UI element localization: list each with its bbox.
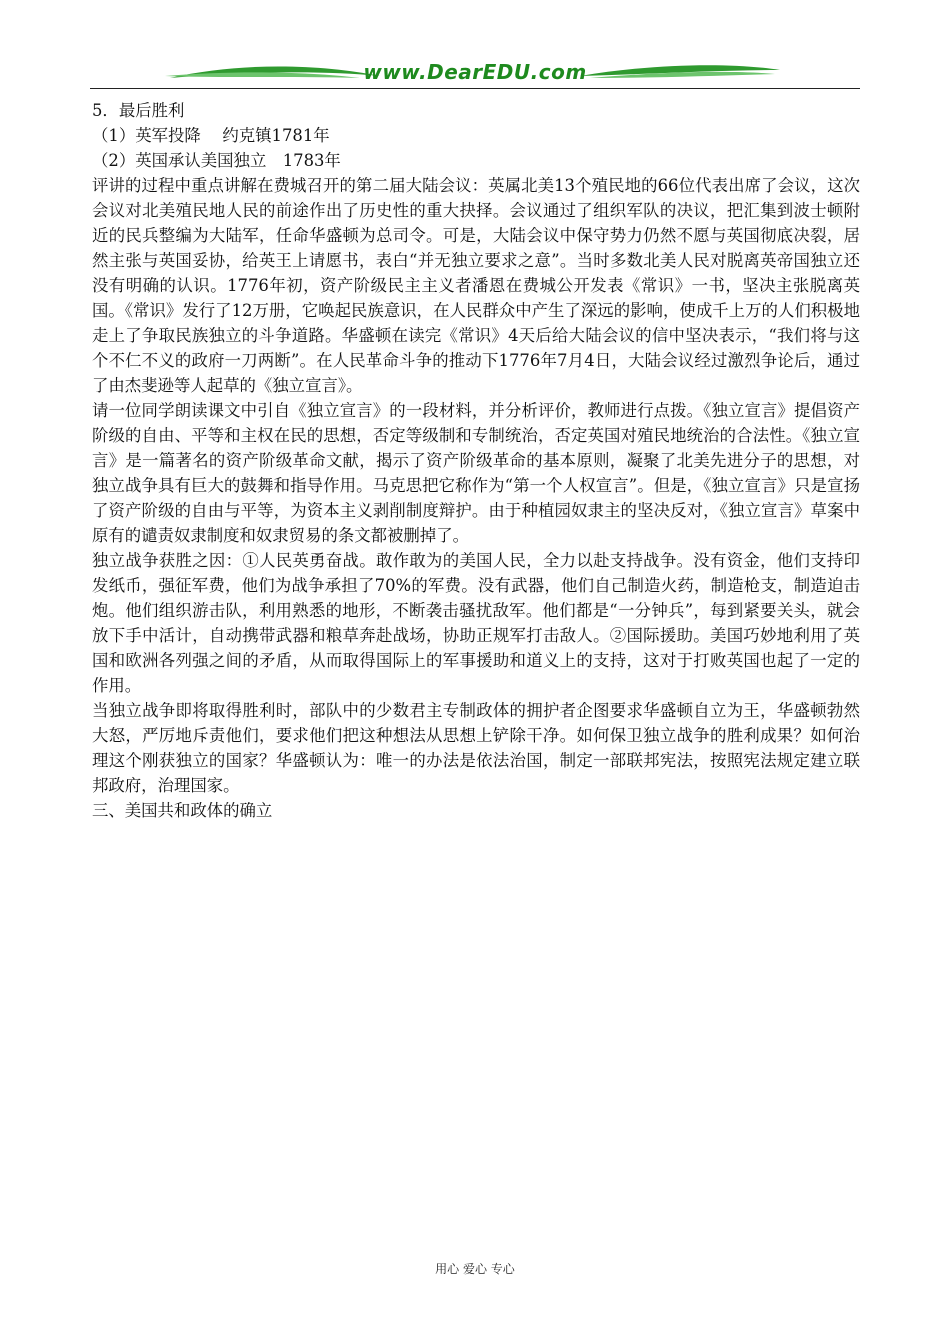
paragraph: 独立战争获胜之因：①人民英勇奋战。敢作敢为的美国人民，全力以赴支持战争。没有资金，他们支持印发纸币，强征军费，他们为战争承担了70%的军费。没有武器，他们自己制造火药，制造枪支，制造迫击炮。他们组织游击队，利用熟悉的地形，不断袭击骚扰敌军。他们都是“一分钟兵”，每到紧要关头，就会放下手中活计，自动携带武器和粮草奔赴战场，协助正规军打击敌人。②国际援助。美国巧妙地利用了英国和欧洲各列强之间的矛盾，从而取得国际上的军事援助和道义上的支持，这对于打败英国也起了一定的作用。 <box>92 551 860 695</box>
paragraph: 当独立战争即将取得胜利时，部队中的少数君主专制政体的拥护者企图要求华盛顿自立为王，华盛顿勃然大怒，严厉地斥责他们，要求他们把这种想法从思想上铲除干净。如何保卫独立战争的胜利成果？如何治理这个刚获独立的国家？华盛顿认为：唯一的办法是依法治国，制定一部联邦宪法，按照宪法规定建立联邦政府，治理国家。 <box>92 701 860 795</box>
list-item: （1）英军投降 约克镇1781年 <box>92 126 330 145</box>
list-item: （2）英国承认美国独立 1783年 <box>92 151 341 170</box>
header-divider <box>90 88 860 89</box>
section-heading: 5．最后胜利 <box>92 101 185 120</box>
paragraph: 请一位同学朗读课文中引自《独立宣言》的一段材料，并分析评价，教师进行点拨。《独立宣言》提倡资产阶级的自由、平等和主权在民的思想，否定等级制和专制统治，否定英国对殖民地统治的合法性。《独立宣言》是一篇著名的资产阶级革命文献，揭示了资产阶级革命的基本原则，凝聚了北美先进分子的思想，对独立战争具有巨大的鼓舞和指导作用。马克思把它称作为“第一个人权宣言”。但是，《独立宣言》只是宣扬了资产阶级的自由与平等，为资本主义剥削制度辩护。由于种植园奴隶主的坚决反对，《独立宣言》草案中原有的谴责奴隶制度和奴隶贸易的条文都被删掉了。 <box>92 401 860 545</box>
site-logo-text: www.DearEDU.com <box>363 60 587 84</box>
section-heading: 三、美国共和政体的确立 <box>92 801 273 820</box>
paragraph: 评讲的过程中重点讲解在费城召开的第二届大陆会议：英属北美13个殖民地的66位代表出席了会议，这次会议对北美殖民地人民的前途作出了历史性的重大抉择。会议通过了组织军队的决议，把汇集到波士顿附近的民兵整编为大陆军，任命华盛顿为总司令。可是，大陆会议中保守势力仍然不愿与英国彻底决裂，居然主张与英国妥协，给英王上请愿书，表白“并无独立要求之意”。当时多数北美人民对脱离英帝国独立还没有明确的认识。1776年初，资产阶级民主主义者潘恩在费城公开发表《常识》一书，坚决主张脱离英国。《常识》发行了12万册，它唤起民族意识，在人民群众中产生了深远的影响，使成千上万的人们积极地走上了争取民族独立的斗争道路。华盛顿在读完《常识》4天后给大陆会议的信中坚决表示，“我们将与这个不仁不义的政府一刀两断”。在人民革命斗争的推动下1776年7月4日，大陆会议经过激烈争论后，通过了由杰斐逊等人起草的《独立宣言》。 <box>92 176 860 395</box>
document-body <box>92 98 860 823</box>
page-footer: 用心 爱心 专心 <box>435 1262 515 1276</box>
site-header <box>90 56 860 92</box>
